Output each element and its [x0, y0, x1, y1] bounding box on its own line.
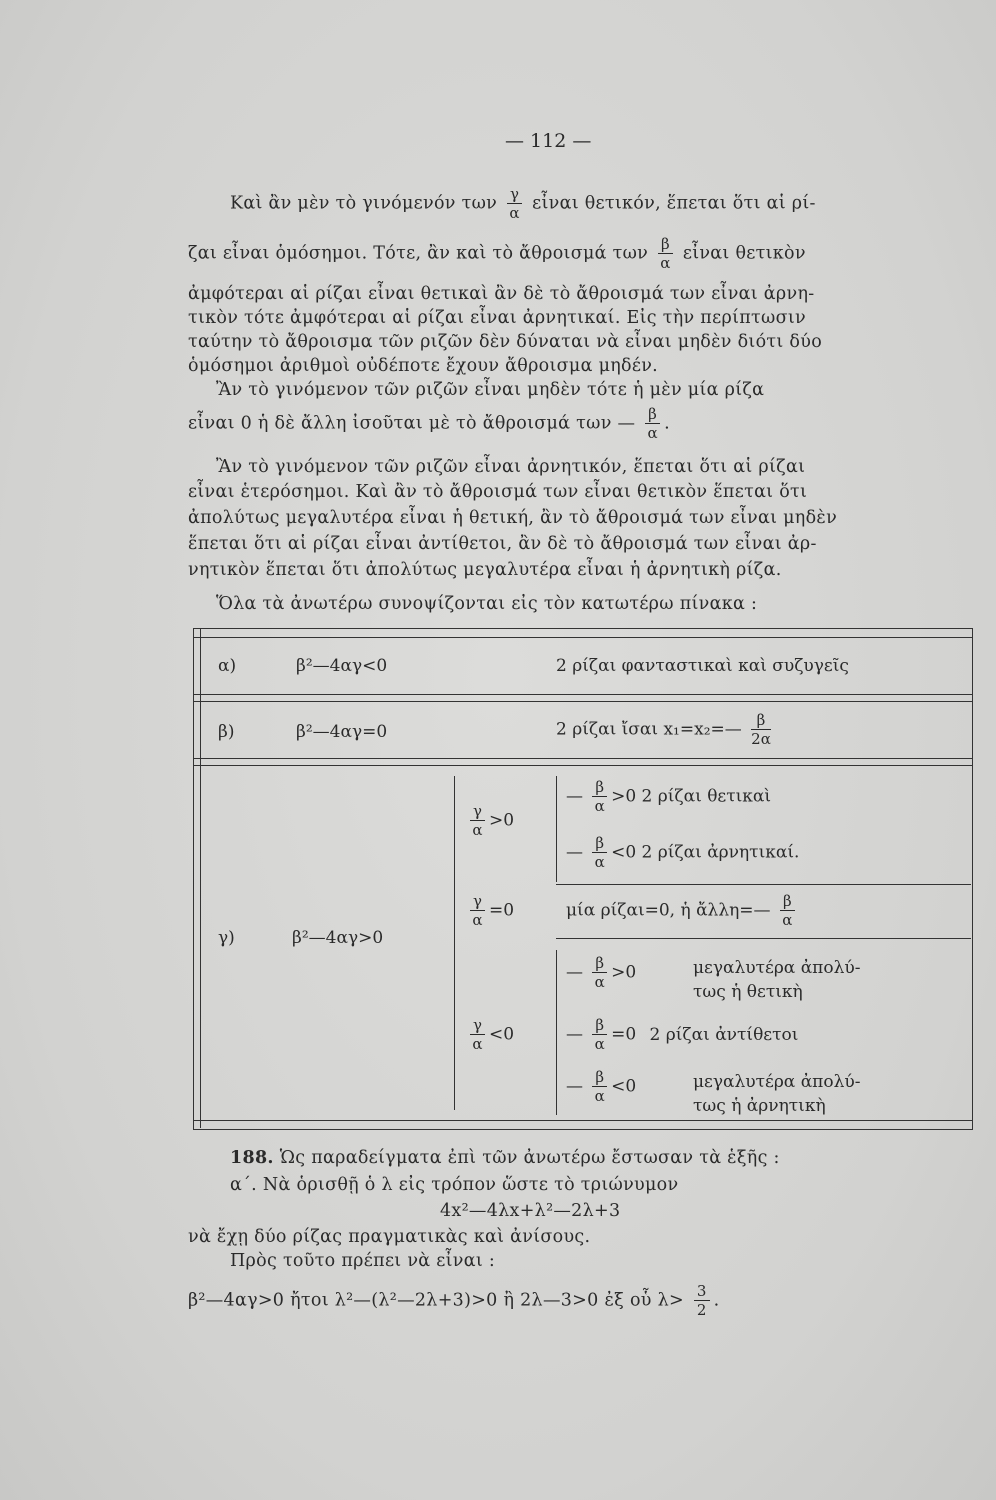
fraction: [470, 894, 485, 928]
pos-rule: [556, 884, 971, 885]
table-inner-border: [200, 628, 201, 1128]
numerator: β: [592, 956, 607, 973]
para1-line4: τικὸν τότε ἀμφότεραι αἱ ρίζαι εἶναι ἀρνητικαί. Εἰς τὴν περίπτωσιν: [188, 308, 806, 328]
para3-line1: Ἂν τὸ γινόμενον τῶν ριζῶν εἶναι ἀρνητικόν, ἕπεται ὅτι αἱ ρίζαι: [216, 457, 806, 477]
neg-result-2: [566, 1018, 798, 1052]
text: —: [566, 962, 583, 983]
para1-line3: ἀμφότεραι αἱ ρίζαι εἶναι θετικαὶ ἂν δὲ τὸ ἄθροισμά των εἶναι ἀρνη-: [188, 284, 815, 304]
section-188-c: Πρὸς τοῦτο πρέπει νὰ εἶναι :: [230, 1251, 496, 1271]
denominator: α: [594, 797, 605, 815]
text: τως ἡ ἀρνητικὴ: [693, 1096, 826, 1116]
pos-result-1: [566, 780, 771, 814]
neg-result-3-text: [693, 1070, 860, 1118]
text: <0: [488, 1024, 515, 1045]
denominator: α: [472, 1035, 483, 1053]
text: .: [713, 1290, 720, 1311]
text: β²—4αγ>0 ἤτοι λ²—(λ²—2λ+3)>0 ἢ 2λ—3>0 ἐξ οὗ λ>: [188, 1290, 684, 1311]
text: μεγαλυτέρα ἀπολύ-: [693, 1072, 861, 1092]
table-rule: [193, 637, 973, 638]
table-border: [193, 628, 973, 1130]
para3-line5: νητικὸν ἕπεται ὅτι ἀπολύτως μεγαλυτέρα εἶναι ἡ ἀρνητικὴ ρίζα.: [188, 560, 782, 580]
text: ζαι εἶναι ὁμόσημοι. Τότε, ἂν καὶ τὸ ἄθροισμά των: [188, 243, 649, 264]
para1-line2: [188, 237, 806, 271]
numerator: γ: [470, 804, 485, 821]
fraction: [470, 1018, 485, 1052]
numerator: β: [592, 1070, 607, 1087]
neg-result-1-text: [693, 956, 860, 1004]
para2-line2: [188, 407, 670, 441]
denominator: α: [594, 1087, 605, 1105]
numerator: γ: [507, 187, 522, 204]
numerator: γ: [470, 1018, 485, 1035]
text: εἶναι 0 ἡ δὲ ἄλλη ἰσοῦται μὲ τὸ ἄθροισμά των —: [188, 413, 636, 434]
text: —: [566, 1024, 583, 1045]
denominator: α: [509, 204, 520, 222]
numerator: β: [592, 780, 607, 797]
text: μεγαλυτέρα ἀπολύ-: [693, 958, 861, 978]
text: Ὡς παραδείγματα ἐπὶ τῶν ἀνωτέρω ἔστωσαν τὰ ἑξῆς :: [279, 1148, 780, 1168]
denominator: α: [472, 911, 483, 929]
para1-line6: ὁμόσημοι ἀριθμοὶ οὐδέποτε ἔχουν ἄθροισμα μηδέν.: [188, 356, 659, 376]
row-c-label: γ): [218, 928, 235, 948]
text: >0: [611, 962, 637, 983]
text: 2 ρίζαι ἀρνητικαί.: [641, 842, 800, 863]
numerator: β: [658, 237, 673, 254]
text: εἶναι θετικόν, ἕπεται ὅτι αἱ ρί-: [532, 193, 816, 214]
row-a-label: α): [218, 656, 237, 676]
denominator: 2α: [751, 730, 771, 748]
row-c-divider: [454, 776, 455, 1110]
row-a-result: 2 ρίζαι φανταστικαὶ καὶ συζυγεῖς: [556, 656, 849, 676]
denominator: α: [660, 254, 671, 272]
numerator: β: [592, 836, 607, 853]
section-188-equation: 4x²—4λx+λ²—2λ+3: [440, 1201, 621, 1221]
numerator: 3: [694, 1284, 710, 1301]
fraction: [592, 1018, 607, 1052]
section-188-b: νὰ ἔχῃ δύο ρίζας πραγματικὰς καὶ ἀνίσους.: [188, 1227, 591, 1247]
numerator: β: [645, 407, 660, 424]
denominator: α: [594, 973, 605, 991]
page-number: — 112 —: [505, 130, 592, 152]
fraction: [780, 894, 795, 928]
row-a-condition: β²—4αγ<0: [296, 656, 388, 676]
text: Καὶ ἂν μὲν τὸ γινόμενόν των: [230, 193, 498, 214]
denominator: α: [782, 911, 793, 929]
text: 2 ρίζαι ἴσαι x₁=x₂=—: [556, 719, 742, 740]
row-b-result: [556, 713, 775, 747]
fraction: [592, 1070, 607, 1104]
text: τως ἡ θετικὴ: [693, 982, 803, 1002]
para3-line3: ἀπολύτως μεγαλυτέρα εἶναι ἡ θετική, ἂν τὸ ἄθροισμά των εἶναι μηδὲν: [188, 508, 838, 528]
fraction: [592, 956, 607, 990]
numerator: γ: [470, 894, 485, 911]
para3-line4: ἕπεται ὅτι αἱ ρίζαι εἶναι ἀντίθετοι, ἂν δὲ τὸ ἄθροισμά των εἶναι ἀρ-: [188, 534, 817, 554]
section-188-a: α΄. Νὰ ὁρισθῇ ὁ λ εἰς τρόπον ὥστε τὸ τριώνυμον: [230, 1175, 679, 1195]
text: 2 ρίζαι θετικαὶ: [641, 786, 772, 807]
denominator: α: [472, 821, 483, 839]
zero-rule: [556, 938, 971, 939]
text: <0: [611, 842, 637, 863]
table-rule: [193, 701, 973, 702]
text: .: [664, 413, 671, 434]
text: —: [566, 842, 583, 863]
table-rule: [193, 765, 973, 766]
neg-bracket: [556, 950, 557, 1115]
neg-result-1: [566, 956, 636, 990]
row-c-condition: β²—4αγ>0: [292, 928, 384, 948]
row-b-condition: β²—4αγ=0: [296, 722, 388, 742]
section-188-title: [230, 1148, 780, 1168]
text: 2 ρίζαι ἀντίθετοι: [649, 1024, 799, 1045]
zero-condition: [466, 894, 514, 928]
text: μία ρίζαι=0, ἡ ἄλλη=—: [566, 900, 771, 921]
numerator: β: [780, 894, 795, 911]
zero-result: [566, 894, 799, 928]
denominator: α: [594, 853, 605, 871]
text: >0: [611, 786, 637, 807]
denominator: α: [594, 1035, 605, 1053]
section-number: 188.: [230, 1148, 274, 1168]
fraction: [751, 713, 771, 747]
para2-line1: Ἂν τὸ γινόμενον τῶν ριζῶν εἶναι μηδὲν τότε ἡ μὲν μία ρίζα: [216, 380, 765, 400]
para1-line5: ταύτην τὸ ἄθροισμα τῶν ριζῶν δὲν δύναται νὰ εἶναι μηδὲν διότι δύο: [188, 332, 823, 352]
pos-bracket: [556, 776, 557, 882]
row-b-label: β): [218, 722, 235, 742]
text: <0: [611, 1076, 637, 1097]
denominator: 2: [696, 1301, 707, 1319]
text: >0: [488, 810, 515, 831]
text: =0: [611, 1024, 637, 1045]
fraction: [592, 836, 607, 870]
neg-result-3: [566, 1070, 636, 1104]
fraction: [694, 1284, 710, 1318]
table-rule: [193, 758, 973, 759]
table-rule: [193, 694, 973, 695]
para4-line1: Ὅλα τὰ ἀνωτέρω συνοψίζονται εἰς τὸν κατωτέρω πίνακα :: [216, 594, 758, 614]
text: εἶναι θετικὸν: [682, 243, 806, 264]
section-188-d: [188, 1284, 720, 1318]
fraction: [658, 237, 673, 271]
fraction: [470, 804, 485, 838]
fraction: [507, 187, 522, 221]
denominator: α: [647, 424, 658, 442]
pos-result-2: [566, 836, 799, 870]
table-rule: [193, 1120, 973, 1121]
fraction: [592, 780, 607, 814]
fraction: [645, 407, 660, 441]
neg-condition: [466, 1018, 514, 1052]
numerator: β: [592, 1018, 607, 1035]
pos-condition: [466, 804, 514, 838]
text: =0: [488, 900, 515, 921]
para1-line1: [230, 187, 816, 221]
para3-line2: εἶναι ἑτερόσημοι. Καὶ ἂν τὸ ἄθροισμά των εἶναι θετικὸν ἕπεται ὅτι: [188, 482, 808, 502]
text: —: [566, 786, 583, 807]
numerator: β: [751, 713, 771, 730]
text: —: [566, 1076, 583, 1097]
